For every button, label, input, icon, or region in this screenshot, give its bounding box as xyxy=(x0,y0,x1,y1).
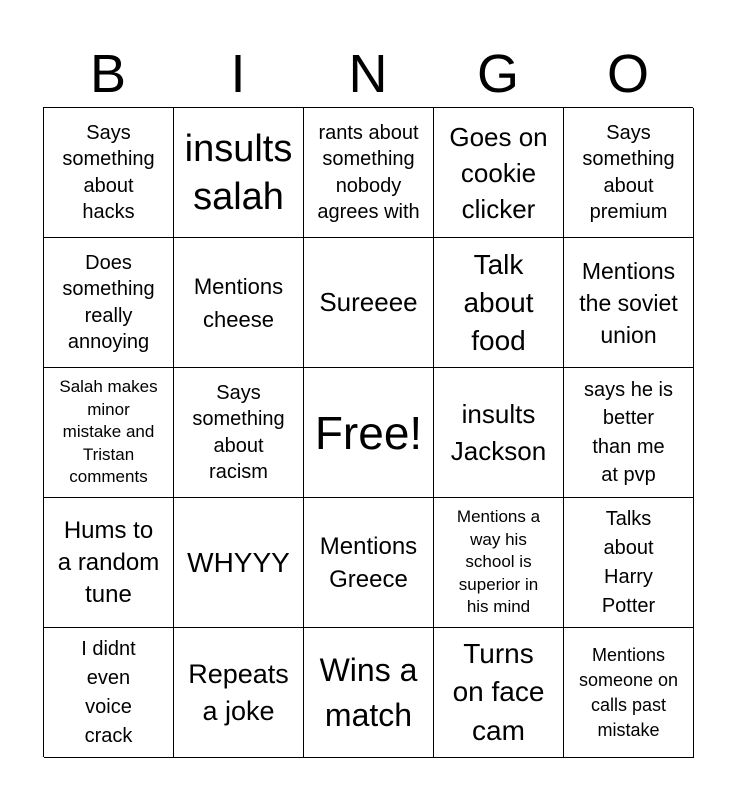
bingo-cell-r3-c2[interactable] xyxy=(304,498,434,628)
cell-text: Does something really annoying xyxy=(62,251,155,353)
cell-text: Says something about racism xyxy=(192,381,285,483)
bingo-board xyxy=(43,107,693,757)
bingo-cell-r4-c0[interactable] xyxy=(44,628,174,758)
cell-text: Mentions a way his school is superior in his mind xyxy=(456,507,541,617)
cell-text: Salah makes minor mistake and Tristan comments xyxy=(59,377,158,487)
header-letter-n: N xyxy=(348,44,388,104)
bingo-cell-r2-c1[interactable] xyxy=(174,368,304,498)
cell-text: WHYYY xyxy=(187,546,290,578)
cell-text: Repeats a joke xyxy=(188,658,289,726)
cell-text: Wins a match xyxy=(319,651,418,733)
bingo-cell-r0-c3[interactable] xyxy=(434,108,564,238)
cell-text: insults Jackson xyxy=(450,398,547,466)
bingo-cell-r0-c4[interactable] xyxy=(564,108,694,238)
bingo-cell-r1-c4[interactable] xyxy=(564,238,694,368)
bingo-cell-r3-c4[interactable] xyxy=(564,498,694,628)
bingo-header xyxy=(43,40,693,106)
free-space: Free! xyxy=(314,406,423,459)
cell-text: Hums to a random tune xyxy=(57,516,160,608)
bingo-cell-r2-c4[interactable] xyxy=(564,368,694,498)
header-letter-b: B xyxy=(89,44,127,104)
cell-text: Mentions cheese xyxy=(193,273,284,332)
bingo-cell-r1-c0[interactable] xyxy=(44,238,174,368)
cell-text: Says something about hacks xyxy=(62,121,155,223)
cell-text: rants about something nobody agrees with xyxy=(317,121,420,223)
bingo-cell-r0-c1[interactable] xyxy=(174,108,304,238)
bingo-cell-r3-c0[interactable] xyxy=(44,498,174,628)
cell-text: Talk about food xyxy=(463,248,534,356)
bingo-cell-r4-c4[interactable] xyxy=(564,628,694,758)
bingo-cell-r2-c3[interactable] xyxy=(434,368,564,498)
cell-text: Sureeee xyxy=(319,287,418,317)
bingo-cell-r4-c2[interactable] xyxy=(304,628,434,758)
cell-text: Turns on face cam xyxy=(452,637,545,746)
bingo-cell-r1-c1[interactable] xyxy=(174,238,304,368)
cell-text: Talks about Harry Potter xyxy=(601,507,656,617)
bingo-cell-r2-c0[interactable] xyxy=(44,368,174,498)
header-letter-g: G xyxy=(476,44,519,104)
cell-text: Mentions the soviet union xyxy=(579,257,678,348)
bingo-cell-r3-c3[interactable] xyxy=(434,498,564,628)
bingo-cell-r0-c2[interactable] xyxy=(304,108,434,238)
bingo-cell-r2-c2[interactable] xyxy=(304,368,434,498)
bingo-cell-r4-c1[interactable] xyxy=(174,628,304,758)
cell-text: insults salah xyxy=(184,127,293,218)
cell-text: Says something about premium xyxy=(582,121,675,223)
bingo-cell-r1-c2[interactable] xyxy=(304,238,434,368)
bingo-cell-r0-c0[interactable] xyxy=(44,108,174,238)
bingo-cell-r1-c3[interactable] xyxy=(434,238,564,368)
header-letter-i: I xyxy=(230,44,246,104)
cell-text: Mentions someone on calls past mistake xyxy=(578,644,679,740)
cell-text: Goes on cookie clicker xyxy=(449,121,548,224)
cell-text: says he is better than me at pvp xyxy=(584,378,673,486)
bingo-cell-r3-c1[interactable] xyxy=(174,498,304,628)
bingo-cell-r4-c3[interactable] xyxy=(434,628,564,758)
cell-text: I didnt even voice crack xyxy=(81,637,136,747)
header-letter-o: O xyxy=(606,44,649,104)
cell-text: Mentions Greece xyxy=(319,532,418,593)
